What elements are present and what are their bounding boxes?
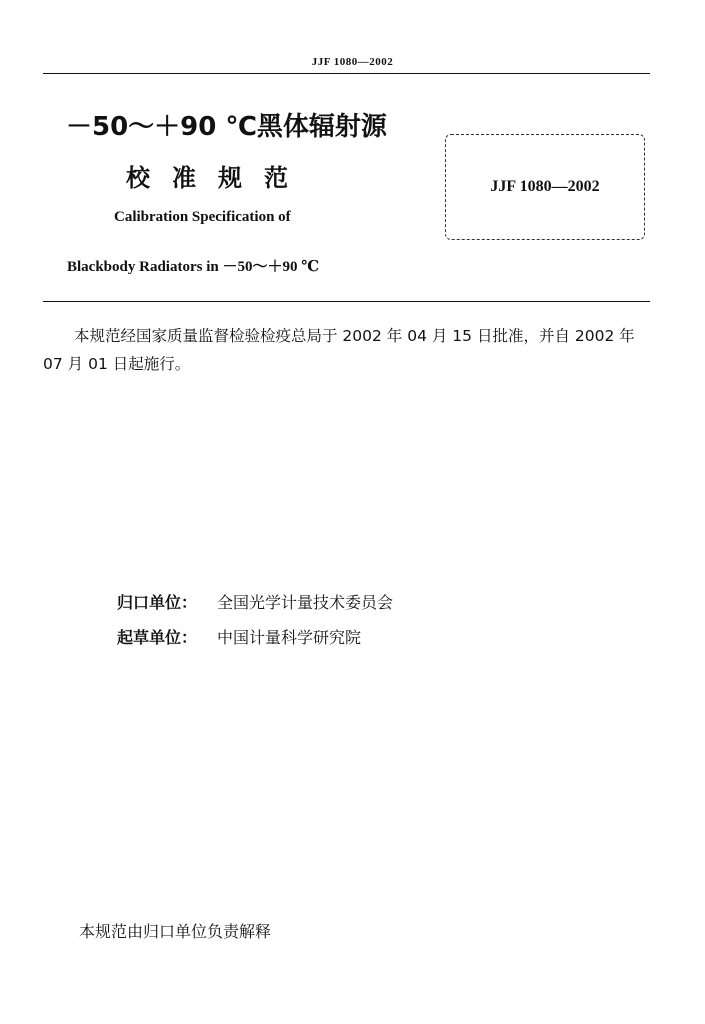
responsible-unit-label: 归口单位：: [117, 593, 198, 612]
standard-code-box: [445, 134, 645, 240]
document-subtitle-cn: 校准规范: [126, 164, 310, 192]
interpretation-note: 本规范由归口单位负责解释: [79, 922, 272, 941]
header-standard-code: JJF 1080—2002: [311, 56, 394, 68]
standard-code-box-text: JJF 1080—2002: [490, 178, 600, 195]
drafting-unit-label: 起草单位：: [117, 628, 198, 647]
header-rule: [43, 73, 650, 74]
approval-statement: 本规范经国家质量监督检验检疫总局于 2002 年 04 月 15 日批准，并自 2002 年 07 月 01 日起施行。: [43, 327, 635, 373]
responsible-unit-value: 全国光学计量技术委员会: [217, 593, 394, 612]
document-title-en-line2: Blackbody Radiators in －50～＋90 ℃: [67, 259, 320, 275]
drafting-unit-value: 中国计量科学研究院: [217, 628, 362, 647]
responsible-unit-row: [117, 590, 393, 613]
drafting-unit-row: [117, 625, 361, 648]
document-title-en-line1: Calibration Specification of: [114, 209, 291, 225]
document-title-cn: －50～＋90 ℃黑体辐射源: [66, 112, 387, 142]
title-divider-rule: [43, 301, 650, 302]
